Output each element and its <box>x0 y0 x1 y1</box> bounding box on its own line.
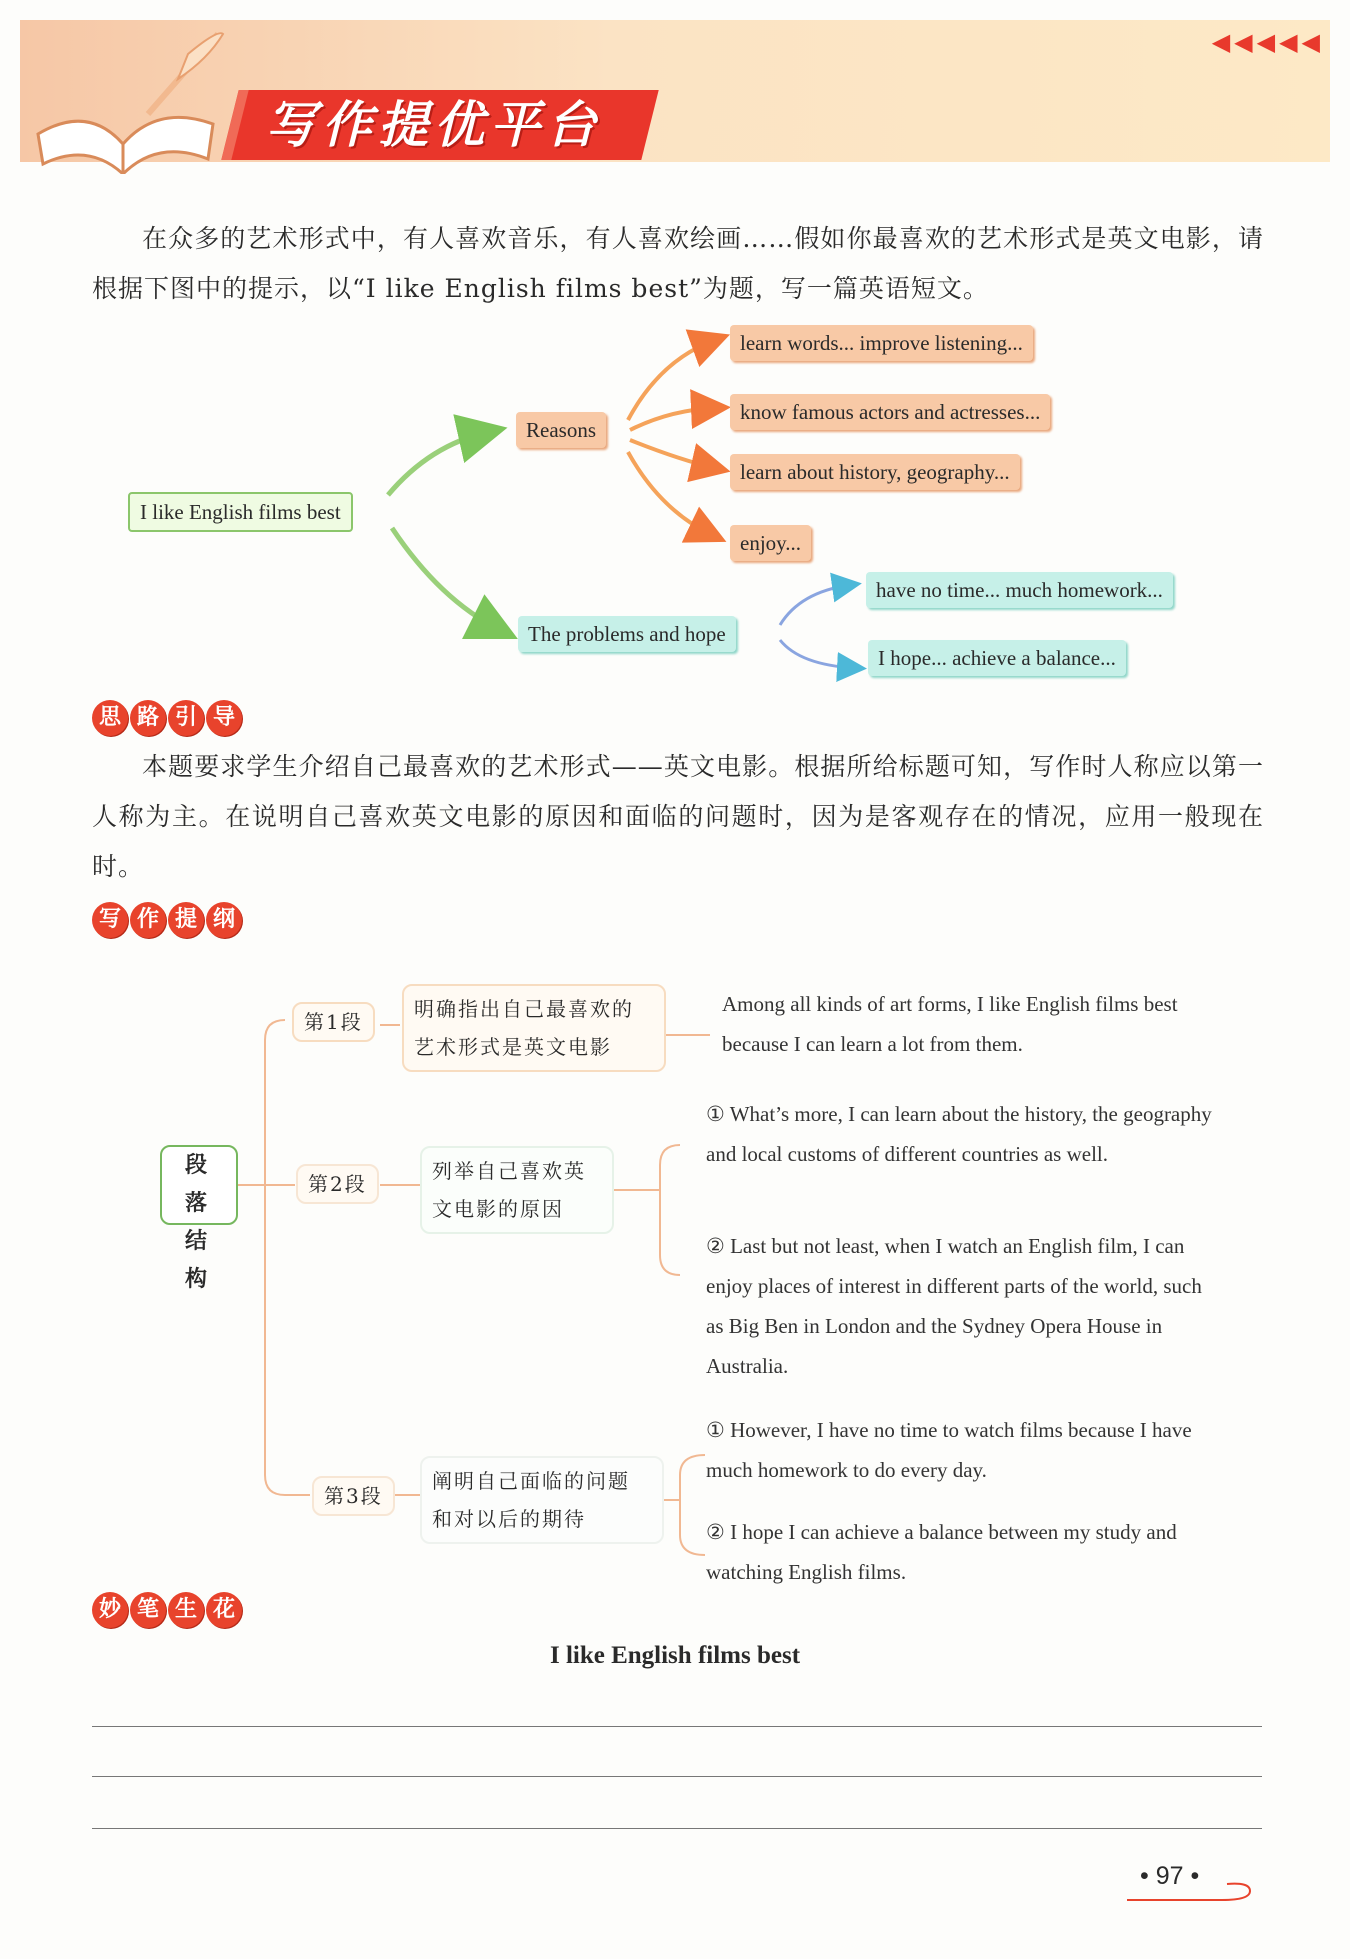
guide-text: 本题要求学生介绍自己最喜欢的艺术形式——英文电影。根据所给标题可知，写作时人称应以第一人称为主。在说明自己喜欢英文电影的原因和面临的问题时，因为是客观存在的情况，应用一般现在时。 <box>92 752 1264 881</box>
writing-line[interactable] <box>92 1828 1262 1829</box>
prompt-text: 在众多的艺术形式中，有人喜欢音乐，有人喜欢绘画……假如你最喜欢的艺术形式是英文电影，请根据下图中的提示，以“I like English films best”为题，写一篇英语短文。 <box>92 224 1264 303</box>
para-tag: 第3段 <box>312 1476 395 1516</box>
mindmap-reasons: Reasons <box>516 412 606 448</box>
writing-line[interactable] <box>92 1776 1262 1777</box>
para-tag: 第2段 <box>296 1164 379 1204</box>
outline-point: ① What’s more, I can learn about the history, the geography and local customs of different countries as well. <box>706 1102 1212 1166</box>
reason-item: learn words... improve listening... <box>730 325 1033 361</box>
mindmap-root: I like English films best <box>128 492 353 532</box>
page-number: • 97 • <box>1140 1862 1200 1890</box>
outline-point: ② Last but not least, when I watch an English film, I can enjoy places of interest in different parts of the world, such as Big Ben in London and the Sydney Opera House in Australia. <box>706 1234 1202 1378</box>
writing-heading: 妙 笔 生 花 <box>92 1592 242 1628</box>
essay-title: I like English films best <box>549 1642 801 1669</box>
reason-item: learn about history, geography... <box>730 454 1020 490</box>
mindmap-problems: The problems and hope <box>518 616 736 652</box>
outline-point: ① However, I have no time to watch films because I have much homework to do every day. <box>706 1418 1192 1482</box>
outline-point: ② I hope I can achieve a balance between my study and watching English films. <box>706 1520 1177 1584</box>
para-tag: 第1段 <box>292 1002 375 1042</box>
outline-heading: 写 作 提 纲 <box>92 902 242 938</box>
para-summary: 明确指出自己最喜欢的 艺术形式是英文电影 <box>402 984 666 1072</box>
para-summary: 阐明自己面临的问题 和对以后的期待 <box>420 1456 664 1544</box>
writing-line[interactable] <box>92 1726 1262 1727</box>
para-summary: 列举自己喜欢英 文电影的原因 <box>420 1146 614 1234</box>
problem-item: I hope... achieve a balance... <box>868 640 1126 676</box>
page-title: 写作提优平台 <box>221 90 658 160</box>
reason-item: enjoy... <box>730 525 811 561</box>
structure-label: 段 落 结 构 <box>160 1145 238 1225</box>
guide-heading: 思 路 引 导 <box>92 700 242 736</box>
problem-item: have no time... much homework... <box>866 572 1173 608</box>
page-swoosh-icon <box>1122 1876 1262 1906</box>
outline-point: Among all kinds of art forms, I like English films best because I can learn a lot from them. <box>722 992 1178 1056</box>
reason-item: know famous actors and actresses... <box>730 394 1050 430</box>
decorative-arrows-icon: ◀◀◀◀◀ <box>1211 28 1324 56</box>
